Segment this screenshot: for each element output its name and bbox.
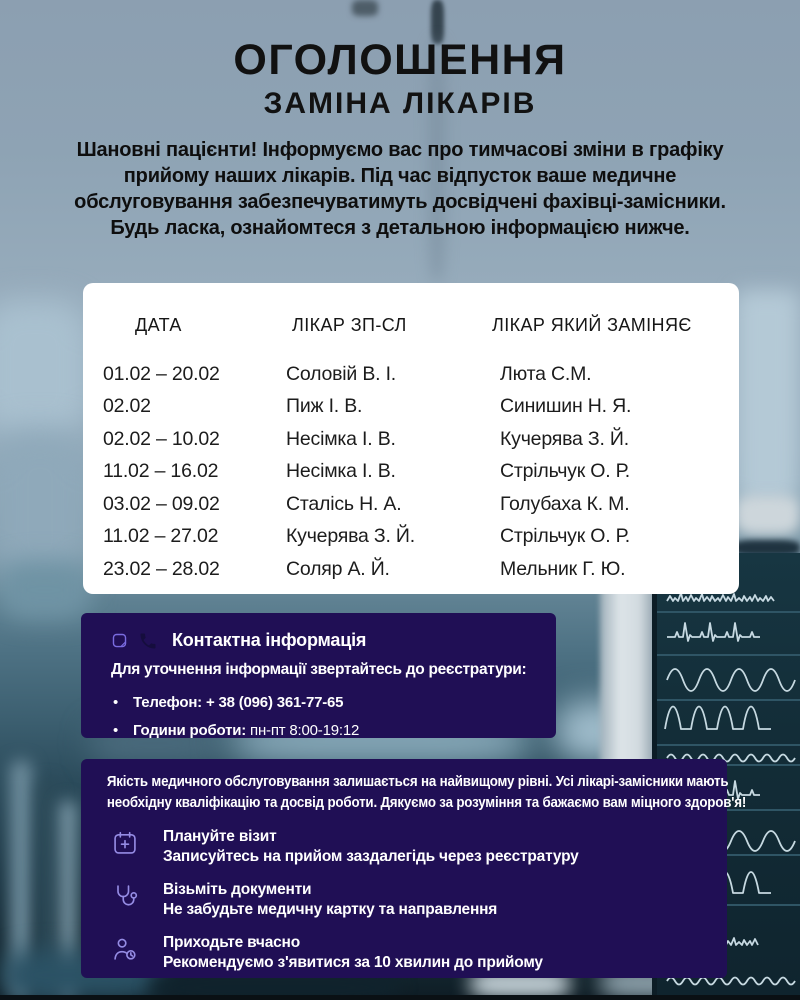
- column-header-date: ДАТА: [135, 315, 182, 335]
- column-header-doctor: ЛІКАР ЗП-СЛ: [292, 315, 407, 335]
- cell-doctor: Несімка І. В.: [286, 427, 396, 450]
- contact-box: [81, 613, 556, 738]
- cell-date: 11.02 – 16.02: [103, 460, 219, 483]
- cell-date: 02.02: [103, 395, 151, 418]
- tips-list: [81, 827, 727, 973]
- schedule-card: [83, 283, 739, 594]
- tip-title: Візьміть документи: [163, 881, 312, 898]
- hours-value: пн-пт 8:00-19:12: [246, 722, 360, 739]
- paragraph-line: Якість медичного обслуговування залишається на найвищому рівні. Усі лікарі-замісники мають: [106, 774, 729, 790]
- cell-doctor: Сталісь Н. А.: [286, 492, 402, 515]
- cell-date: 02.02 – 10.02: [103, 427, 220, 450]
- table-row: [103, 358, 739, 391]
- note-icon: [111, 632, 128, 649]
- page-title: ОГОЛОШЕННЯ: [233, 36, 567, 84]
- calendar-plus-icon: [111, 829, 139, 857]
- cell-doctor: Кучерява З. Й.: [286, 525, 415, 548]
- cell-doctor: Соловій В. І.: [286, 362, 397, 385]
- tip-title: Плануйте візит: [163, 828, 277, 845]
- cell-date: 11.02 – 27.02: [103, 525, 219, 548]
- table-row: [103, 423, 739, 456]
- phone-value: + 38 (096) 361-77-65: [201, 694, 344, 711]
- user-clock-icon: [111, 935, 139, 963]
- cell-doctor: Несімка І. В.: [286, 460, 396, 483]
- tip-title: Приходьте вчасно: [163, 934, 300, 951]
- schedule-table-body: [83, 358, 739, 586]
- cell-substitute: Стрільчук О. Р.: [500, 460, 631, 483]
- quality-paragraph: [106, 772, 747, 814]
- table-row: [103, 521, 739, 554]
- intro-line: Шановні пацієнти! Інформуємо вас про тимчасові зміни в графіку: [76, 139, 724, 162]
- tip-arrive-early: [111, 933, 727, 973]
- column-header-substitute: ЛІКАР ЯКИЙ ЗАМІНЯЄ: [492, 315, 692, 335]
- cell-doctor: Соляр А. Й.: [286, 557, 390, 580]
- contact-phone: [111, 689, 538, 717]
- tip-description: Рекомендуємо з'явитися за 10 хвилин до прийому: [163, 954, 543, 971]
- cell-date: 03.02 – 09.02: [103, 492, 220, 515]
- table-row: [103, 553, 739, 586]
- tip-description: Записуйтесь на прийом заздалегідь через реєстратуру: [163, 848, 579, 865]
- phone-icon: [138, 631, 158, 651]
- cell-substitute: Кучерява З. Й.: [500, 427, 629, 450]
- contact-hours: [111, 717, 538, 745]
- contact-list: [111, 689, 538, 745]
- cell-doctor: Пиж І. В.: [286, 395, 363, 418]
- cell-date: 23.02 – 28.02: [103, 557, 220, 580]
- cell-substitute: Мельник Г. Ю.: [500, 557, 626, 580]
- paragraph-line: необхідну кваліфікацію та досвід роботи. Дякуємо за розуміння та бажаємо вам міцного здоров'я!: [106, 795, 747, 811]
- cell-substitute: Голубаха К. М.: [500, 492, 630, 515]
- tip-description: Не забудьте медичну картку та направлення: [163, 901, 498, 918]
- hours-label: Години роботи:: [133, 722, 247, 739]
- info-box: [81, 759, 747, 978]
- tip-take-documents: [111, 880, 727, 920]
- contact-lead: Для уточнення інформації звертайтесь до реєстратури:: [111, 661, 527, 678]
- tip-plan-visit: [111, 827, 727, 867]
- intro-line: обслуговування забезпечуватимуть досвідчені фахівці-замісники.: [74, 191, 726, 214]
- stethoscope-icon: [111, 882, 139, 910]
- intro-text: [0, 137, 800, 241]
- schedule-table-header: [83, 283, 739, 336]
- table-row: [103, 488, 739, 521]
- contact-header: [111, 630, 538, 651]
- cell-substitute: Люта С.М.: [500, 362, 592, 385]
- cell-substitute: Стрільчук О. Р.: [500, 525, 631, 548]
- page-subtitle: ЗАМІНА ЛІКАРІВ: [263, 87, 537, 121]
- table-row: [103, 391, 739, 424]
- cell-date: 01.02 – 20.02: [103, 362, 220, 385]
- intro-line: прийому наших лікарів. Під час відпусток ваше медичне: [123, 165, 677, 188]
- intro-line: Будь ласка, ознайомтеся з детальною інформацією нижче.: [110, 217, 690, 240]
- phone-label: Телефон:: [133, 694, 202, 711]
- table-row: [103, 456, 739, 489]
- contact-title: Контактна інформація: [172, 630, 367, 650]
- cell-substitute: Синишин Н. Я.: [500, 395, 632, 418]
